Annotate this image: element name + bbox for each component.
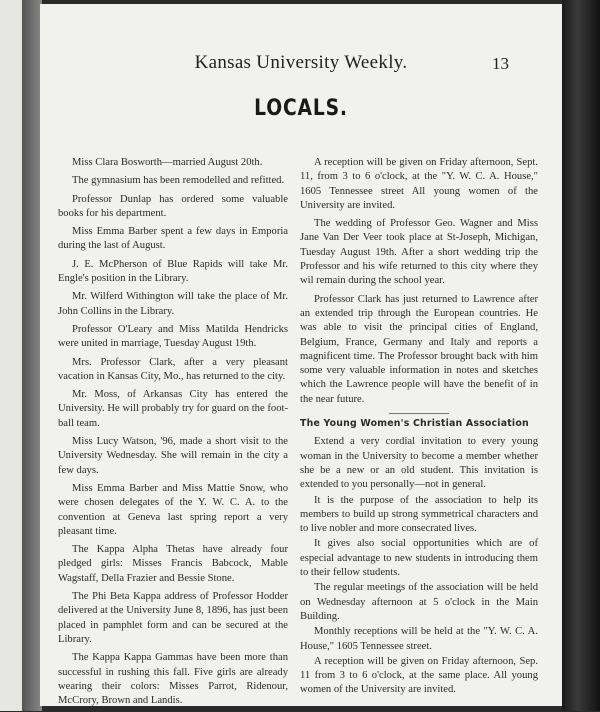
section-divider: [389, 413, 449, 414]
book-binding: [562, 0, 600, 711]
paragraph: Monthly receptions will be held at the "Y. W. C. A. House," 1605 Tennessee street.: [300, 626, 538, 652]
paragraph: The gymnasium has been remodelled and refitted.: [72, 175, 285, 187]
paragraph: The regular meetings of the association will be held on Wednesday afternoon at 5 o'clock in the Main Building.: [300, 582, 538, 622]
paragraph: Extend a very cordial invitation to every young woman in the University to become a member whether she be a new or an old student. This invitation is extended to you personally—not in general.: [300, 436, 538, 491]
paragraph: Mr. Moss, of Arkansas City has entered the University. He will probably try for guard on the foot-ball team.: [58, 389, 288, 429]
document-page: [40, 4, 562, 706]
paragraph: The Phi Beta Kappa address of Professor Hodder delivered at the University June 8, 1896, has just been placed in pamphlet form and can be secured at the Library.: [58, 591, 288, 645]
paragraph: The Kappa Kappa Gammas have been more than successful in rushing this fall. Five girls are already wearing their colors: Misses Parrot, Ridenour, McCrory, Brown and Landis.: [58, 652, 288, 707]
paragraph: Mr. Wilferd Withington will take the place of Mr. John Collins in the Library.: [58, 291, 288, 317]
paragraph: The Kappa Alpha Thetas have already four pledged girls: Misses Francis Babcock, Mable Wagstaff, Della Frazier and Bessie Stone.: [58, 544, 288, 584]
paragraph: Professor Dunlap has ordered some valuable books for his department.: [58, 193, 288, 219]
right-column: [300, 156, 538, 699]
paragraph: Mrs. Professor Clark, after a very pleasant vacation in Kansas City, Mo., has returned to the city.: [58, 356, 288, 382]
paragraph: The wedding of Professor Geo. Wagner and Miss Jane Van Der Veer took place at St-Joseph, Michigan, Tuesday August 19th. After a short wedding trip the Professor and his wife returned to this city where they wil remain during the school year.: [300, 218, 538, 287]
paragraph: It gives also social opportunities which are of especial advantage to new students in introducing them to their fellow students.: [300, 538, 538, 579]
running-header: Kansas University Weekly.: [194, 52, 408, 73]
gutter-shadow: [22, 0, 42, 711]
paragraph: J. E. McPherson of Blue Rapids will take Mr. Engle's position in the Library.: [58, 258, 288, 285]
ywca-section: [300, 435, 538, 697]
paragraph: Miss Emma Barber spent a few days in Emporia during the last of August.: [58, 226, 288, 252]
left-column: [58, 156, 288, 712]
page-number: 13: [492, 54, 509, 73]
section-title: LOCALS.: [254, 96, 348, 121]
paragraph: Professor Clark has just returned to Lawrence after an extended trip through the European countries. He was able to visit the principal cities of England, Belgium, France, Germany and Italy and reports a magnificent time. The Professor brought back with him some very valuable information in notes and sketches which the Lawrence people will have the benefit of in the near future.: [300, 293, 538, 405]
paragraph: A reception will be given on Friday afternoon, Sept. 11, from 3 to 6 o'clock, at the "Y. W. C. A. House," 1605 Tennessee street All young women of the University are invited.: [300, 157, 538, 211]
paragraph: A reception will be given on Friday afternoon, Sep. 11 from 3 to 6 o'clock, at the same place. All young women of the University are invited.: [300, 655, 538, 696]
ywca-heading: The Young Women's Christian Association: [300, 418, 529, 430]
paragraph: Professor O'Leary and Miss Matilda Hendricks were united in marriage, Tuesday August 19th.: [58, 323, 288, 350]
paragraph: Miss Emma Barber and Miss Mattie Snow, who were chosen delegates of the Y. W. C. A. to the convention at Geneva last spring report a very pleasant time.: [58, 482, 288, 537]
paragraph: Miss Clara Bosworth—married August 20th.: [72, 157, 263, 168]
facing-page-edge: [0, 0, 22, 711]
paragraph: Miss Lucy Watson, '96, made a short visit to the University Wednesday. She will remain in the city a few days.: [58, 436, 288, 476]
paragraph: It is the purpose of the association to help its members to build up strong symmetrical characters and to live nobler and more consecrated lives.: [300, 494, 538, 535]
